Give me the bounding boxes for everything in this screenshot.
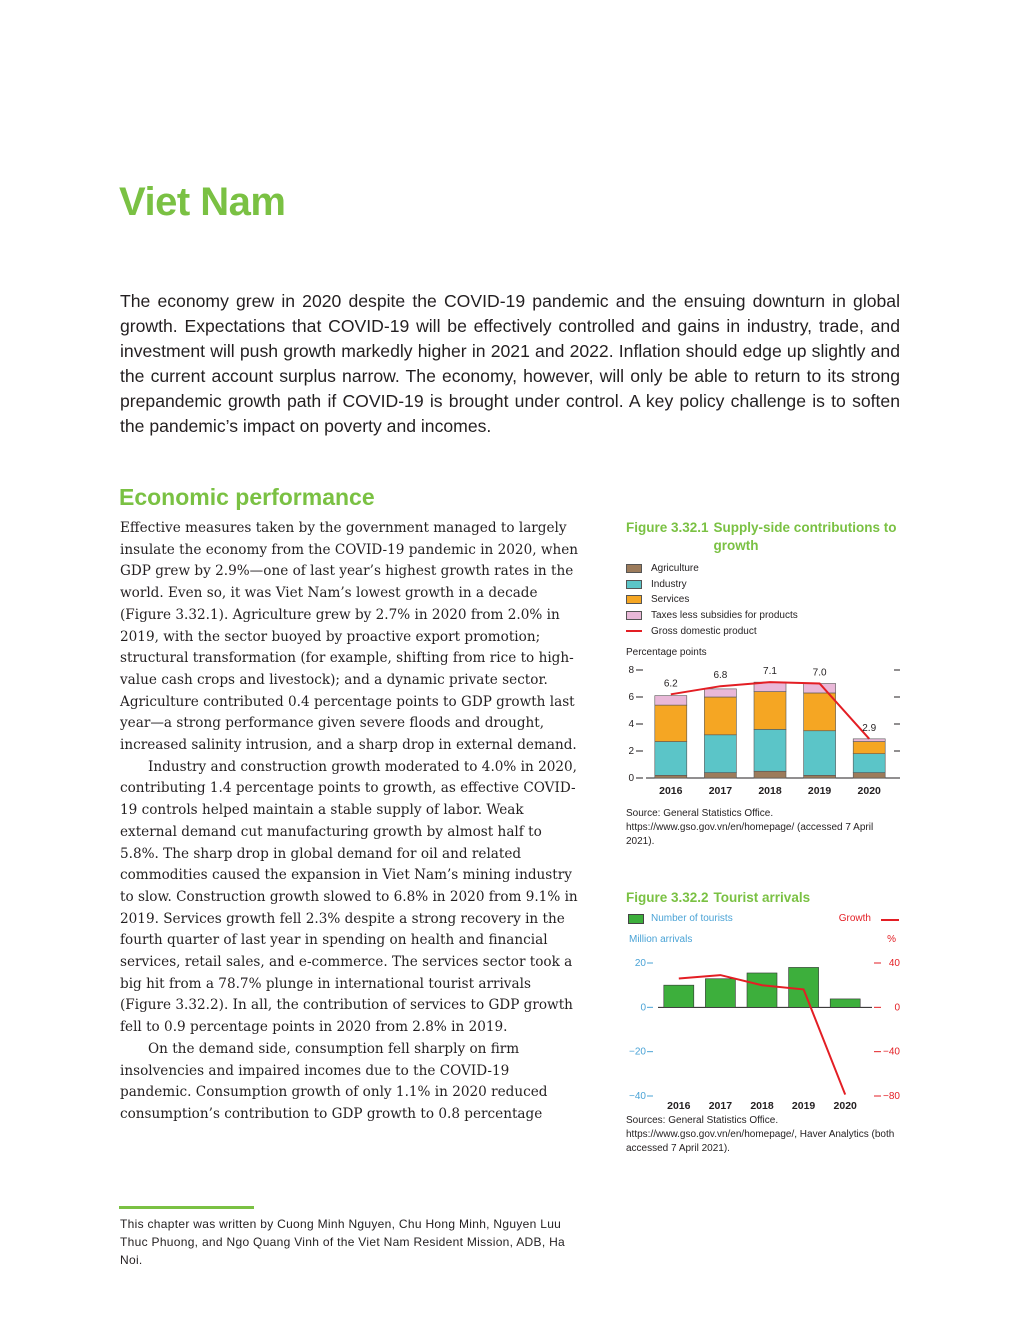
- figure2-right-axis-caption: %: [887, 934, 896, 945]
- body-paragraph-2: Industry and construction growth moderated to 4.0% in 2020, contributing 1.4 percentage points to growth, as effective COVID-19 controls helped maintain a stable supply of labor. Weak external demand cut manufacturing growth by almost half to 5.8%. The sharp drop in global demand for oil and related commodities caused the expansion in Viet Nam’s mining industry to slow. Construction growth slowed to 6.8% in 2020 from 9.1% in 2019. Services growth fell 2.3% despite a strong recovery in the fourth quarter of last year in spending on health and financial services, retail sales, and e-commerce. The services sector took a big hit from a 78.7% plunge in international tourist arrivals (Figure 3.32.2). In all, the contribution of services to GDP growth fell to 0.9 percentage points in 2020 from 2.8% in 2019.: [120, 758, 578, 1036]
- figure1-axis-caption: Percentage points: [626, 646, 707, 658]
- gdp-data-label: 6.8: [713, 670, 728, 682]
- legend-industry-label: Industry: [651, 578, 687, 590]
- left-y-tick-label: 20: [634, 958, 646, 969]
- y-tick-label: 8: [628, 664, 634, 676]
- legend-industry: [626, 577, 901, 593]
- figure-supply-side: [626, 519, 901, 849]
- taxes-swatch: [626, 611, 642, 620]
- left-y-tick-label: −40: [629, 1091, 646, 1102]
- body-paragraph-1: Effective measures taken by the government managed to largely insulate the economy from the COVID-19 pandemic in 2020, when GDP grew by 2.9%—one of last year’s highest growth rates in the world. Even so, it was Viet Nam’s lowest growth in a decade (Figure 3.32.1). Agriculture grew by 2.7% in 2020 from 2.0% in 2019, with the sector buoyed by proactive export promotion; structural transformation (for example, shifting from rice to high-value cash crops and livestock); and a dynamic private sector. Agriculture contributed 0.4 percentage points to GDP growth last year—a strong performance given severe floods and drought, increased salinity intrusion, and a sharp drop in external demand.: [120, 520, 579, 754]
- legend-agriculture: [626, 561, 901, 577]
- legend-growth-label: Growth: [838, 913, 871, 924]
- bar-industry: [804, 731, 836, 776]
- figure2-left-axis-caption: Million arrivals: [629, 934, 693, 945]
- x-tick-label: 2016: [667, 1100, 691, 1112]
- left-y-tick-label: −20: [629, 1046, 646, 1058]
- body-text: [120, 518, 584, 1126]
- right-y-tick-label: 0: [894, 1002, 900, 1014]
- page-title: Viet Nam: [119, 180, 286, 224]
- tourists-swatch: [628, 914, 644, 924]
- bar-tourists: [664, 985, 694, 1007]
- bar-services: [704, 697, 736, 735]
- legend-tourists-label: Number of tourists: [651, 913, 733, 924]
- legend-taxes: [626, 608, 901, 624]
- growth-line-swatch: [881, 919, 899, 921]
- bar-industry: [853, 754, 885, 773]
- figure1-number: Figure 3.32.1: [626, 520, 709, 535]
- bar-agriculture: [704, 773, 736, 778]
- right-y-tick-label: −80: [883, 1091, 900, 1102]
- x-tick-label: 2016: [659, 784, 683, 797]
- figure1-title-block: [626, 519, 901, 555]
- x-tick-label: 2017: [708, 784, 733, 797]
- bar-industry: [655, 742, 687, 776]
- gdp-data-label: 7.1: [763, 666, 777, 678]
- footnote-divider: [119, 1206, 254, 1209]
- figure2-number: Figure 3.32.2: [626, 890, 709, 905]
- figure2-title-block: [626, 889, 901, 907]
- figure2-source: Sources: General Statistics Office. https://www.gso.gov.vn/en/homepage/, Haver Analytics (both accessed 7 April 2021).: [626, 1115, 895, 1154]
- bar-taxes: [853, 739, 885, 742]
- gdp-data-label: 2.9: [862, 722, 877, 734]
- bar-taxes: [704, 689, 736, 697]
- y-tick-label: 2: [628, 745, 634, 757]
- bar-agriculture: [804, 775, 836, 778]
- gdp-data-label: 7.0: [812, 667, 827, 679]
- figure-tourist-arrivals: [626, 889, 901, 1156]
- bar-services: [853, 742, 885, 754]
- x-tick-label: 2019: [791, 1100, 816, 1112]
- x-tick-label: 2018: [750, 1100, 774, 1112]
- legend-services: [626, 592, 901, 608]
- bar-industry: [754, 729, 786, 771]
- y-tick-label: 6: [628, 691, 634, 703]
- bar-agriculture: [754, 771, 786, 778]
- section-title: Economic performance: [119, 484, 375, 510]
- figure2-title: Tourist arrivals: [713, 890, 811, 905]
- figure2-chart: [626, 953, 906, 1113]
- legend-agriculture-label: Agriculture: [651, 563, 699, 575]
- figure1-chart: [626, 660, 906, 805]
- figure2-legend: [626, 911, 901, 953]
- bar-services: [804, 693, 836, 731]
- agriculture-swatch: [626, 564, 642, 573]
- figure1-title: Supply-side contributions to growth: [713, 520, 897, 553]
- figure1-source: Source: General Statistics Office. https://www.gso.gov.vn/en/homepage/ (accessed 7 April 2021).: [626, 807, 874, 847]
- x-tick-label: 2017: [708, 1100, 733, 1112]
- legend-services-label: Services: [651, 594, 690, 606]
- bar-services: [754, 692, 786, 730]
- bar-tourists: [830, 999, 860, 1007]
- legend-taxes-label: Taxes less subsidies for products: [651, 610, 798, 622]
- bar-agriculture: [655, 775, 687, 778]
- bar-industry: [704, 735, 736, 773]
- services-swatch: [626, 595, 642, 604]
- bar-tourists: [747, 973, 777, 1007]
- y-tick-label: 4: [628, 718, 634, 730]
- bar-agriculture: [853, 773, 885, 778]
- right-y-tick-label: 40: [888, 958, 900, 969]
- bar-services: [655, 705, 687, 741]
- x-tick-label: 2020: [857, 784, 881, 797]
- gdp-line-swatch: [626, 630, 642, 633]
- industry-swatch: [626, 580, 642, 589]
- x-tick-label: 2018: [758, 784, 782, 797]
- body-paragraph-3: On the demand side, consumption fell sharply on firm insolvencies and impaired incomes due to the COVID-19 pandemic. Consumption growth of only 1.1% in 2020 reduced consumption’s contribution to GDP growth to 0.8 percentage: [120, 1040, 548, 1122]
- bar-taxes: [655, 696, 687, 705]
- lead-paragraph: The economy grew in 2020 despite the COVID-19 pandemic and the ensuing downturn in global growth. Expectations that COVID-19 will be effectively controlled and gains in industry, trade, and investment will push growth markedly higher in 2021 and 2022. Inflation should edge up slightly and the current account surplus narrow. The economy, however, will only be able to return to its strong prepandemic growth path if COVID-19 is brought under control. A key policy challenge is to soften the pandemic’s impact on poverty and incomes.: [120, 291, 900, 436]
- footnote: This chapter was written by Cuong Minh Nguyen, Chu Hong Minh, Nguyen Luu Thuc Phuong, and Ngo Quang Vinh of the Viet Nam Resident Mission, ADB, Ha Noi.: [120, 1217, 566, 1267]
- left-y-tick-label: 0: [640, 1002, 646, 1014]
- y-tick-label: 0: [628, 772, 634, 784]
- right-y-tick-label: −40: [883, 1046, 900, 1058]
- x-tick-label: 2019: [807, 784, 832, 797]
- bar-tourists: [705, 979, 735, 1008]
- figure1-legend: [626, 561, 901, 639]
- x-tick-label: 2020: [833, 1100, 857, 1112]
- legend-gdp-label: Gross domestic product: [651, 625, 757, 637]
- legend-gdp: [626, 623, 901, 639]
- gdp-data-label: 6.2: [663, 678, 678, 690]
